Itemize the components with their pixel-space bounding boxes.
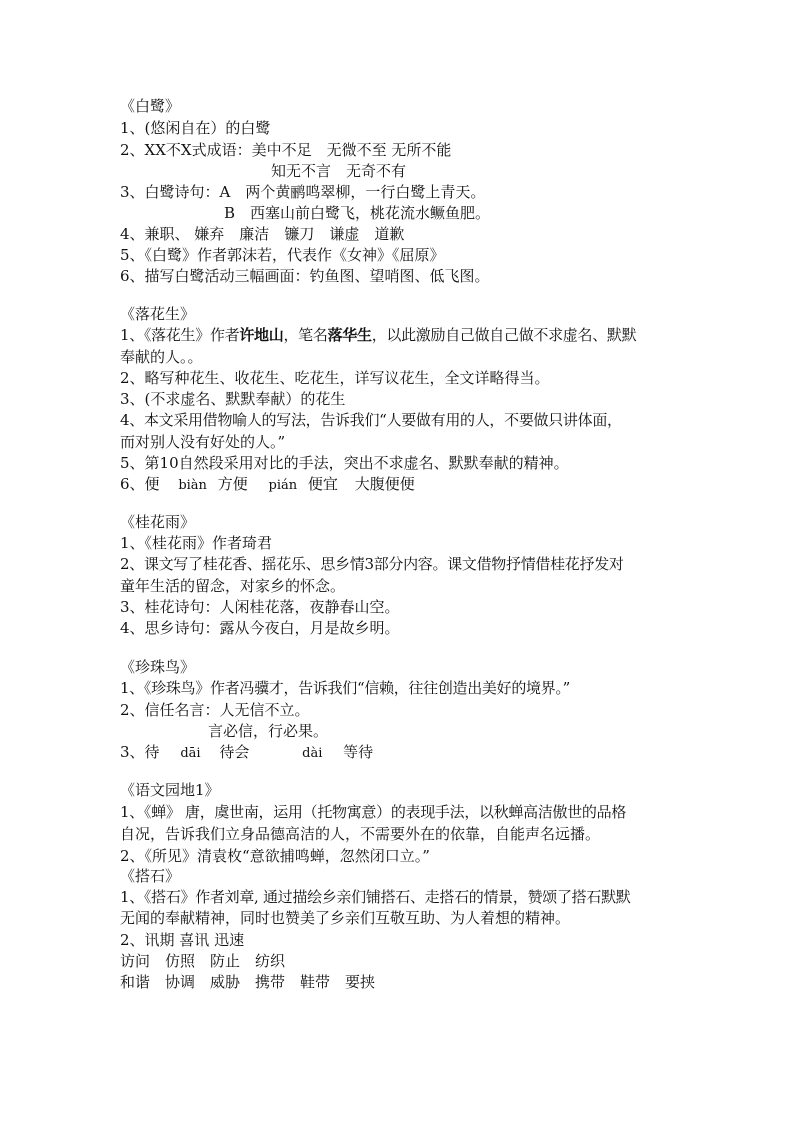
author-name: 许地山 bbox=[239, 326, 284, 344]
section-title-yuwenyuandi: 《语文园地1》 bbox=[120, 781, 220, 799]
yuwenyuandi-line-2: 2、《所见》清袁枚“意欲捕鸣蝉，忽然闭口立。” bbox=[120, 847, 430, 865]
luohuasheng-line-1-suffix: ，以此激励自己做自己做不求虚名、默默 bbox=[371, 326, 637, 344]
dashi-words-1: 访问 仿照 防止 纺织 bbox=[120, 952, 286, 970]
luohuasheng-line-1 bbox=[120, 324, 636, 346]
bailu-line-3b: B 西塞山前白鹭飞，桃花流水鳜鱼肥。 bbox=[224, 204, 491, 222]
bailu-line-4: 4、兼职、 嫌弃 廉洁 镰刀 谦虚 道歉 bbox=[120, 225, 405, 243]
dashi-line-2: 2、讯期 喜讯 迅速 bbox=[120, 931, 245, 949]
guihuayu-line-2: 2、课文写了桂花香、摇花乐、思乡情3部分内容。课文借物抒情借桂花抒发对 bbox=[120, 555, 624, 573]
word-daihui: 待会 bbox=[219, 743, 250, 761]
word-fangbian: 方便 bbox=[217, 475, 248, 493]
pinyin-dai1: dāi bbox=[180, 746, 201, 761]
section-title-dashi: 《搭石》 bbox=[120, 867, 181, 885]
zhenzhuniao-line-1: 1、《珍珠鸟》作者冯骥才，告诉我们“信赖，往往创造出美好的境界。” bbox=[120, 679, 570, 697]
luohuasheng-line-1-middle: ，笔名 bbox=[283, 326, 328, 344]
luohuasheng-line-4: 4、本文采用借物喻人的写法，告诉我们“人要做有用的人，不要做只讲体面， bbox=[120, 411, 622, 429]
word-dengdai: 等待 bbox=[343, 743, 374, 761]
section-title-bailu: 《白鹭》 bbox=[120, 97, 181, 115]
zhenzhuniao-line-3 bbox=[120, 741, 373, 765]
luohuasheng-line-4b: 而对别人没有好处的人。” bbox=[120, 433, 286, 451]
bailu-line-2: 2、XX不X式成语：美中不足 无微不至 无所不能 bbox=[120, 141, 452, 159]
section-title-luohuasheng: 《落花生》 bbox=[120, 305, 196, 323]
word-pianyi: 便宜 bbox=[307, 475, 338, 493]
dashi-line-1: 1、《搭石》作者刘章, 通过描绘乡亲们铺搭石、走搭石的情景，赞颂了搭石默默 bbox=[120, 888, 631, 906]
word-dafupianpian: 大腹便便 bbox=[354, 475, 415, 493]
luohuasheng-line-6-prefix: 6、便 bbox=[120, 475, 160, 493]
luohuasheng-line-1-prefix: 1、《落花生》作者 bbox=[120, 326, 240, 344]
guihuayu-line-2b: 童年生活的留念，对家乡的怀念。 bbox=[120, 577, 346, 595]
zhenzhuniao-line-2: 2、信任名言：人无信不立。 bbox=[120, 701, 310, 719]
bailu-line-5: 5、《白鹭》作者郭沫若，代表作《女神》《屈原》 bbox=[120, 246, 445, 264]
luohuasheng-line-3: 3、(不求虚名、默默奉献）的花生 bbox=[120, 390, 346, 408]
yuwenyuandi-line-1b: 自况，告诉我们立身品德高洁的人，不需要外在的依靠，自能声名远播。 bbox=[120, 825, 601, 843]
luohuasheng-line-2: 2、略写种花生、收花生、吃花生，详写议花生，全文详略得当。 bbox=[120, 369, 550, 387]
zhenzhuniao-line-3-prefix: 3、待 bbox=[120, 743, 160, 761]
yuwenyuandi-line-1: 1、《蝉》 唐，虞世南，运用（托物寓意）的表现手法，以秋蝉高洁傲世的品格 bbox=[120, 803, 627, 821]
pen-name: 落华生 bbox=[327, 326, 372, 344]
pinyin-pian: pián bbox=[268, 478, 298, 493]
guihuayu-line-4: 4、思乡诗句：露从今夜白，月是故乡明。 bbox=[120, 619, 400, 637]
guihuayu-line-3: 3、桂花诗句：人闲桂花落，夜静春山空。 bbox=[120, 598, 400, 616]
pinyin-bian: biàn bbox=[178, 478, 207, 493]
zhenzhuniao-line-2b: 言必信，行必果。 bbox=[208, 722, 329, 740]
luohuasheng-line-5: 5、第10自然段采用对比的手法，突出不求虚名、默默奉献的精神。 bbox=[120, 454, 569, 472]
luohuasheng-line-1b: 奉献的人。。 bbox=[120, 348, 203, 366]
guihuayu-line-1: 1、《桂花雨》作者琦君 bbox=[120, 534, 273, 552]
bailu-line-1: 1、(悠闲自在）的白鹭 bbox=[120, 119, 271, 137]
bailu-line-2b: 知无不言 无奇不有 bbox=[271, 162, 407, 180]
dashi-words-2: 和谐 协调 威胁 携带 鞋带 要挟 bbox=[120, 973, 376, 991]
bailu-line-6: 6、描写白鹭活动三幅画面：钓鱼图、望哨图、低飞图。 bbox=[120, 267, 490, 285]
section-title-guihuayu: 《桂花雨》 bbox=[120, 513, 196, 531]
pinyin-dai4: dài bbox=[302, 746, 323, 761]
bailu-line-3a: 3、白鹭诗句：A 两个黄鹂鸣翠柳，一行白鹭上青天。 bbox=[120, 183, 486, 201]
section-title-zhenzhuniao: 《珍珠鸟》 bbox=[120, 658, 196, 676]
luohuasheng-line-6 bbox=[120, 473, 415, 497]
dashi-line-1b: 无闻的奉献精神，同时也赞美了乡亲们互敬互助、为人着想的精神。 bbox=[120, 909, 571, 927]
